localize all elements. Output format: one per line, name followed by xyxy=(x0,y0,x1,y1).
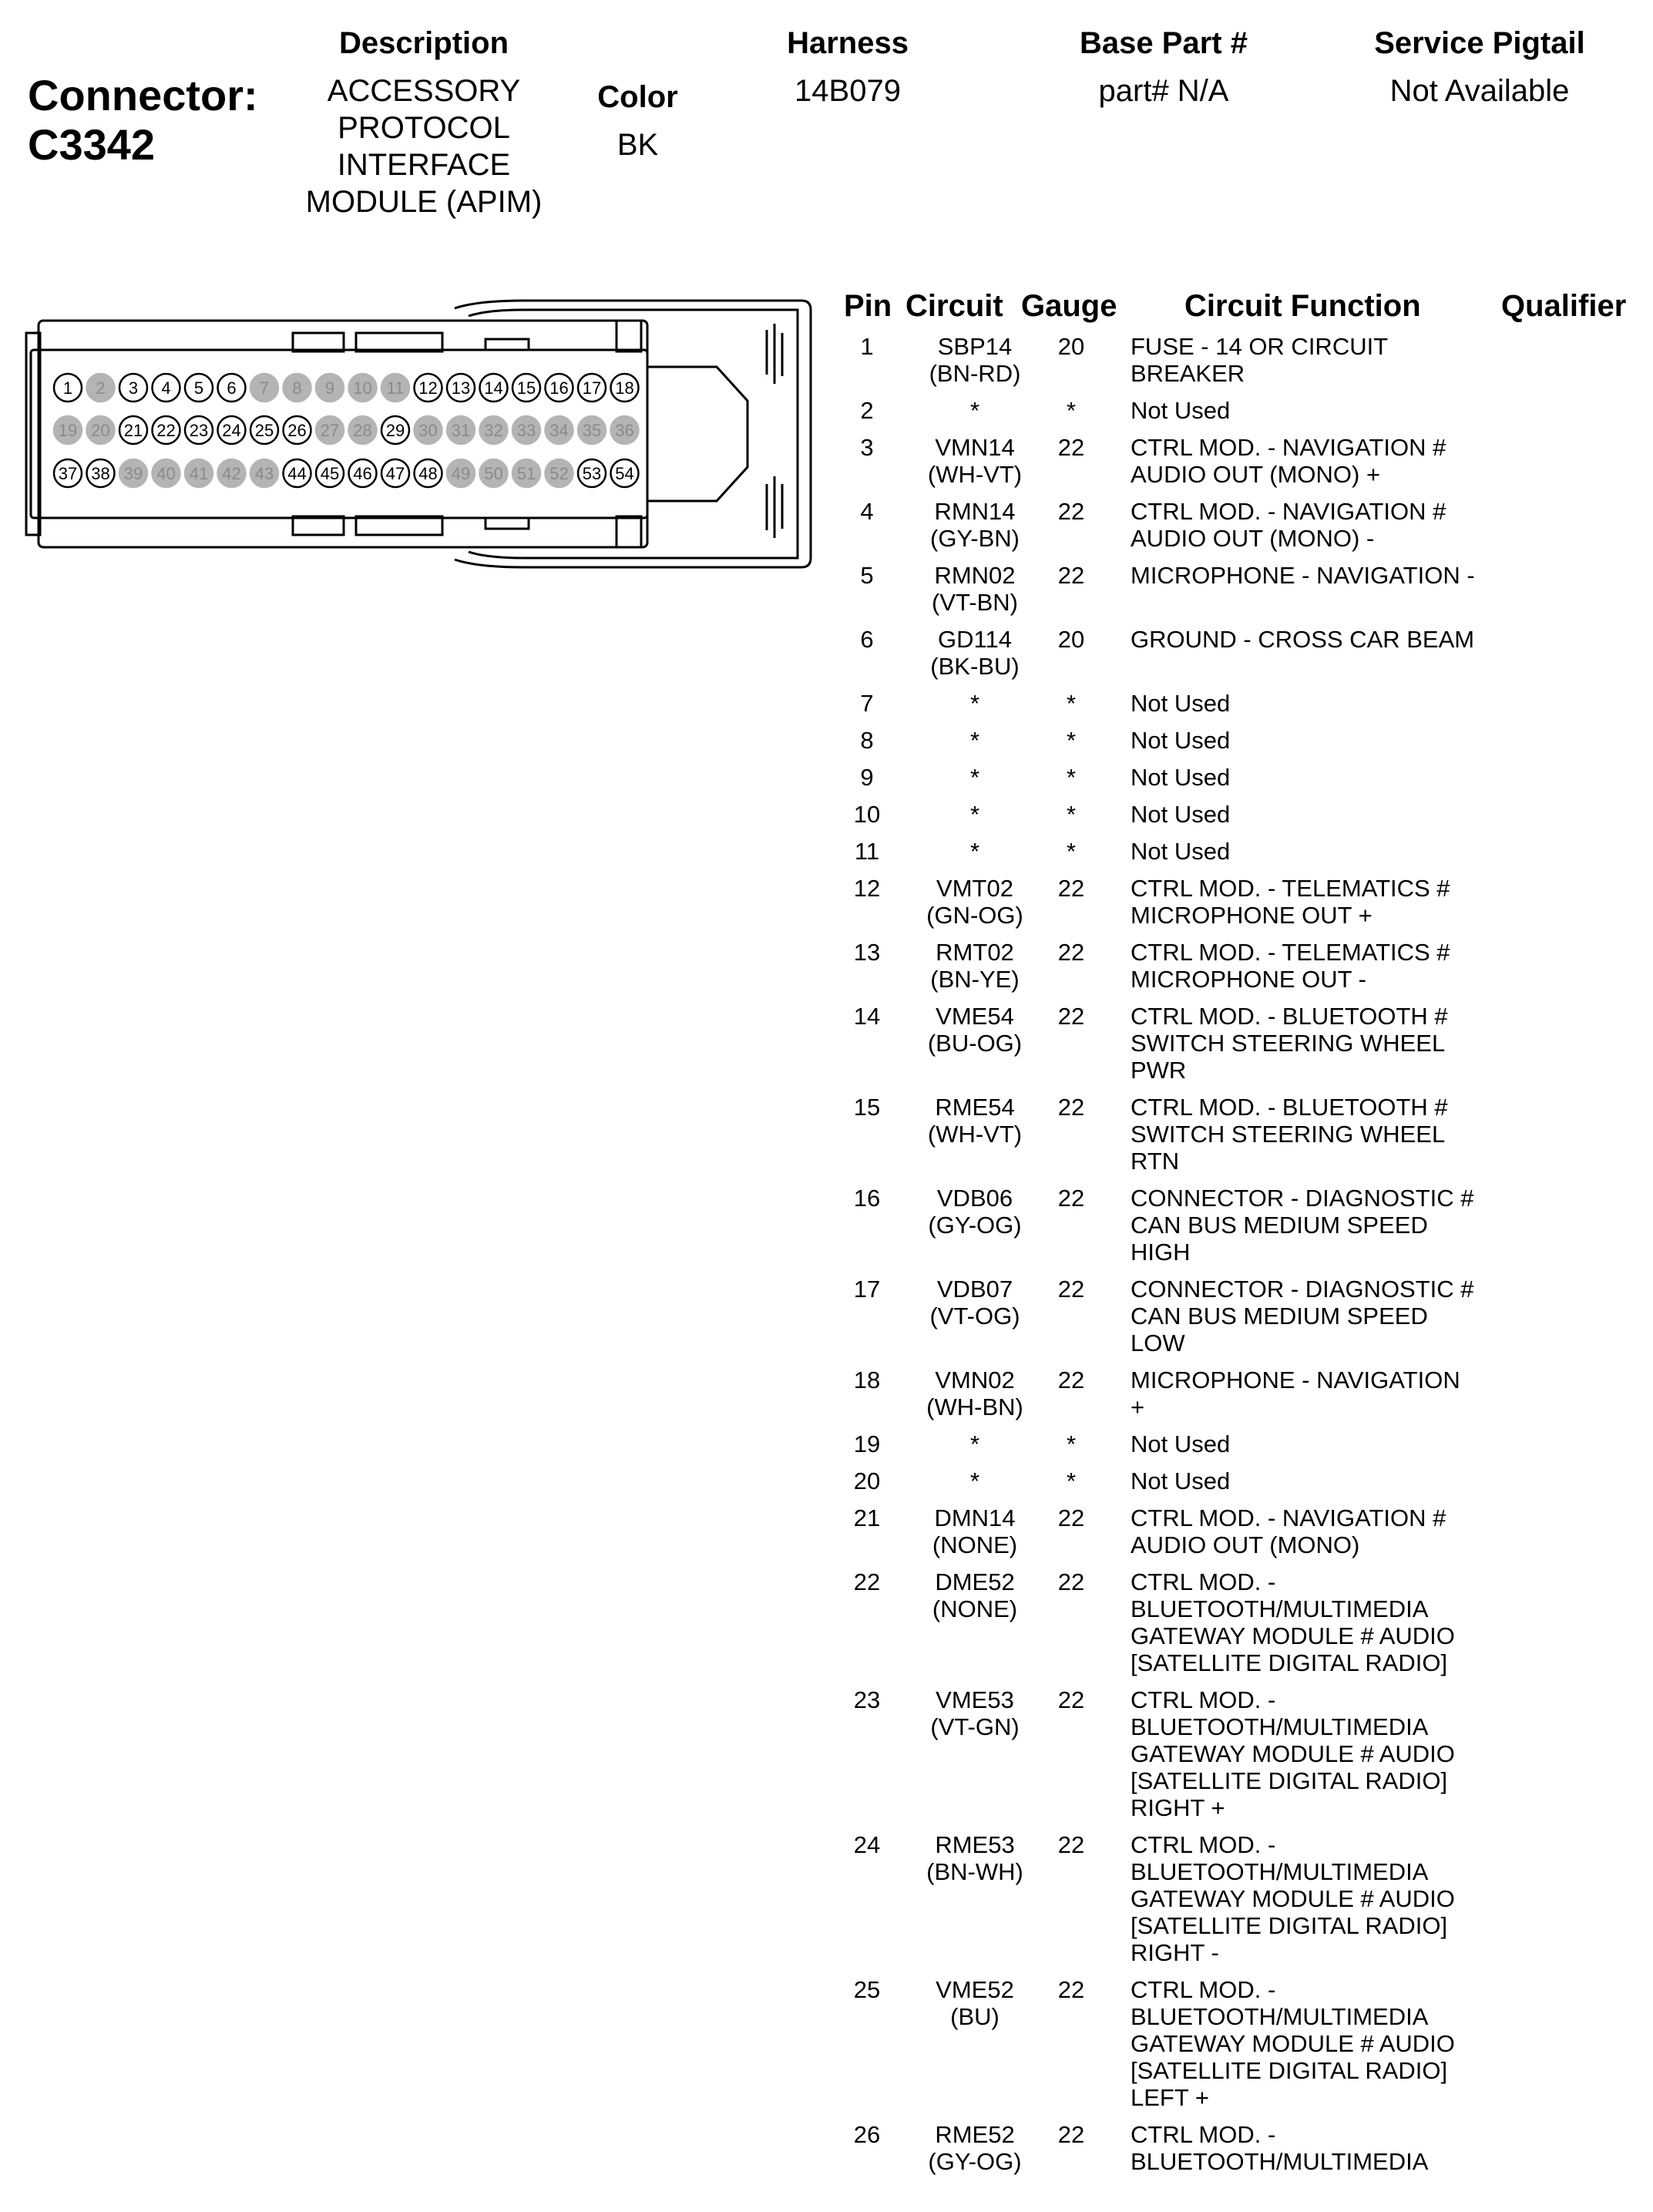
table-row xyxy=(836,562,1653,626)
function-cell: CTRL MOD. - BLUETOOTH/MULTIMEDIA GATEWAY MODULE # AUDIO [SATELLITE DIGITAL RADIO] xyxy=(1131,1568,1455,1676)
table-row xyxy=(836,397,1653,434)
header-circuit-function: Circuit Function xyxy=(1184,289,1421,323)
pin-number: 2 xyxy=(96,378,106,398)
circuit-cell: VME54 (BU-OG) xyxy=(927,1003,1023,1057)
circuit-cell: DMN14 (NONE) xyxy=(932,1504,1018,1558)
function-cell: FUSE - 14 OR CIRCUIT BREAKER xyxy=(1131,333,1389,387)
gauge-cell: 22 xyxy=(1057,2121,1085,2148)
gauge-cell: * xyxy=(1066,1430,1077,1457)
table-row xyxy=(836,1686,1653,1831)
pin-cell: 16 xyxy=(853,1185,881,1212)
pin-number: 20 xyxy=(91,421,110,440)
table-row xyxy=(836,764,1653,801)
circuit-cell: * xyxy=(969,1467,980,1494)
pin-cell: 20 xyxy=(853,1467,881,1494)
function-cell: MICROPHONE - NAVIGATION - xyxy=(1131,562,1475,589)
pin-number: 29 xyxy=(385,421,405,440)
pin-cell: 26 xyxy=(853,2121,881,2148)
pin-number: 18 xyxy=(615,378,634,398)
circuit-cell: VME52 (BU) xyxy=(936,1976,1014,2030)
function-cell: Not Used xyxy=(1131,838,1231,865)
pin-number: 42 xyxy=(222,464,241,483)
pin-number: 21 xyxy=(123,421,143,440)
table-row xyxy=(836,801,1653,838)
gauge-cell: 22 xyxy=(1057,1276,1085,1303)
function-cell: GROUND - CROSS CAR BEAM xyxy=(1131,626,1475,653)
pin-table xyxy=(836,289,1653,2185)
gauge-cell: 22 xyxy=(1057,562,1085,589)
function-cell: Not Used xyxy=(1131,727,1231,754)
description-value: ACCESSORY PROTOCOL INTERFACE MODULE (APIM) xyxy=(305,74,543,219)
function-cell: Not Used xyxy=(1131,764,1231,791)
pin-number: 3 xyxy=(128,378,139,398)
pin-cell: 15 xyxy=(853,1094,881,1121)
pin-number: 25 xyxy=(254,421,274,440)
function-cell: CTRL MOD. - BLUETOOTH/MULTIMEDIA GATEWAY MODULE # AUDIO [SATELLITE DIGITAL RADIO] RIGHT - xyxy=(1131,1831,1455,1966)
pin-cell: 21 xyxy=(853,1504,881,1531)
circuit-cell: * xyxy=(969,1430,980,1457)
pin-number: 22 xyxy=(156,421,176,440)
pin-cell: 3 xyxy=(860,434,874,461)
harness-label: Harness xyxy=(787,26,909,60)
gauge-cell: 22 xyxy=(1057,1367,1085,1393)
table-row xyxy=(836,838,1653,875)
gauge-cell: 22 xyxy=(1057,1568,1085,1595)
pin-number: 45 xyxy=(320,464,340,483)
pin-cell: 11 xyxy=(854,838,880,865)
circuit-cell: VMN02 (WH-BN) xyxy=(926,1367,1023,1420)
circuit-cell: RME52 (GY-OG) xyxy=(928,2121,1022,2175)
circuit-cell: VMN14 (WH-VT) xyxy=(927,434,1023,488)
gauge-cell: 22 xyxy=(1057,1976,1085,2003)
gauge-cell: * xyxy=(1066,838,1077,865)
pin-cell: 22 xyxy=(853,1568,881,1595)
table-body xyxy=(836,333,1653,2185)
circuit-cell: * xyxy=(969,838,980,865)
gauge-cell: 20 xyxy=(1057,626,1085,653)
pin-number: 10 xyxy=(353,378,372,398)
gauge-cell: * xyxy=(1066,690,1077,717)
pin-number: 34 xyxy=(549,421,569,440)
pin-number: 23 xyxy=(189,421,209,440)
pin-number: 40 xyxy=(156,464,176,483)
gauge-cell: 22 xyxy=(1057,1185,1085,1212)
gauge-cell: 22 xyxy=(1057,1686,1085,1713)
function-cell: Not Used xyxy=(1131,690,1231,717)
gauge-cell: 22 xyxy=(1057,1504,1085,1531)
function-cell: CTRL MOD. - NAVIGATION # AUDIO OUT (MONO) - xyxy=(1131,498,1446,552)
service-pigtail-label: Service Pigtail xyxy=(1374,26,1585,60)
pin-number: 48 xyxy=(418,464,438,483)
harness-value: 14B079 xyxy=(795,74,901,108)
table-row xyxy=(836,1831,1653,1976)
table-row xyxy=(836,1185,1653,1276)
pin-number: 15 xyxy=(516,378,536,398)
circuit-cell: VDB06 (GY-OG) xyxy=(928,1185,1022,1239)
circuit-cell: SBP14 (BN-RD) xyxy=(929,333,1021,387)
pin-number: 26 xyxy=(287,421,307,440)
function-cell: CTRL MOD. - BLUETOOTH # SWITCH STEERING WHEEL PWR xyxy=(1131,1003,1448,1084)
pin-number: 35 xyxy=(582,421,602,440)
function-cell: Not Used xyxy=(1131,1430,1231,1457)
table-row xyxy=(836,333,1653,397)
function-cell: CONNECTOR - DIAGNOSTIC # CAN BUS MEDIUM SPEED HIGH xyxy=(1131,1185,1474,1266)
pin-number: 44 xyxy=(287,464,307,483)
pin-number: 52 xyxy=(549,464,569,483)
pin-cell: 18 xyxy=(853,1367,881,1393)
circuit-cell: RME54 (WH-VT) xyxy=(927,1094,1023,1148)
gauge-cell: * xyxy=(1066,397,1077,424)
pin-cell: 5 xyxy=(860,562,874,589)
pin-number: 27 xyxy=(320,421,340,440)
function-cell: CTRL MOD. - NAVIGATION # AUDIO OUT (MONO) + xyxy=(1131,434,1446,488)
connector-label: Connector: xyxy=(28,71,258,119)
pin-cell: 24 xyxy=(853,1831,881,1858)
table-row xyxy=(836,498,1653,562)
base-part-label: Base Part # xyxy=(1080,26,1248,60)
table-header-row xyxy=(836,289,1653,333)
pin-number: 49 xyxy=(451,464,471,483)
pin-number: 28 xyxy=(353,421,372,440)
gauge-cell: 22 xyxy=(1057,434,1085,461)
pin-cell: 4 xyxy=(860,498,874,525)
table-row xyxy=(836,1094,1653,1185)
pin-cell: 7 xyxy=(860,690,874,717)
header-qualifier: Qualifier xyxy=(1501,289,1627,323)
table-row xyxy=(836,434,1653,498)
table-row xyxy=(836,727,1653,764)
service-pigtail-value: Not Available xyxy=(1389,74,1570,108)
color-value: BK xyxy=(617,128,659,162)
pin-number: 9 xyxy=(324,378,335,398)
circuit-cell: GD114 (BK-BU) xyxy=(930,626,1020,680)
gauge-cell: 20 xyxy=(1057,333,1085,360)
function-cell: CTRL MOD. - BLUETOOTH/MULTIMEDIA GATEWAY MODULE # AUDIO [SATELLITE DIGITAL RADIO] LEFT + xyxy=(1131,1976,1455,2111)
circuit-cell: * xyxy=(969,727,980,754)
pin-number: 14 xyxy=(484,378,503,398)
pin-number: 33 xyxy=(516,421,536,440)
pin-number: 47 xyxy=(385,464,405,483)
pin-cell: 9 xyxy=(860,764,874,791)
function-cell: Not Used xyxy=(1131,397,1231,424)
pin-number: 11 xyxy=(386,378,405,398)
function-cell: CTRL MOD. - BLUETOOTH/MULTIMEDIA GATEWAY MODULE # AUDIO [SATELLITE DIGITAL RADIO] RIGHT + xyxy=(1131,1686,1455,1821)
pin-number: 17 xyxy=(582,378,602,398)
table-row xyxy=(836,939,1653,1003)
table-row xyxy=(836,1430,1653,1467)
color-label: Color xyxy=(597,80,678,114)
pin-number: 5 xyxy=(193,378,204,398)
circuit-cell: DME52 (NONE) xyxy=(932,1568,1018,1622)
pin-cell: 2 xyxy=(860,397,874,424)
pin-cavities xyxy=(54,374,639,487)
pin-number: 46 xyxy=(353,464,372,483)
table-row xyxy=(836,1467,1653,1504)
circuit-cell: VMT02 (GN-OG) xyxy=(926,875,1023,929)
pin-number: 16 xyxy=(549,378,569,398)
table-row xyxy=(836,1504,1653,1568)
pin-number: 54 xyxy=(615,464,634,483)
pin-number: 32 xyxy=(484,421,503,440)
circuit-cell: VME53 (VT-GN) xyxy=(930,1686,1020,1740)
circuit-cell: * xyxy=(969,397,980,424)
circuit-cell: * xyxy=(969,690,980,717)
function-cell: CTRL MOD. - BLUETOOTH/MULTIMEDIA xyxy=(1131,2121,1429,2175)
function-cell: CTRL MOD. - NAVIGATION # AUDIO OUT (MONO) xyxy=(1131,1504,1446,1558)
header-circuit: Circuit xyxy=(905,289,1003,323)
pin-cell: 12 xyxy=(853,875,881,902)
table-row xyxy=(836,875,1653,939)
description-label: Description xyxy=(338,26,509,60)
gauge-cell: 22 xyxy=(1057,1094,1085,1121)
table-row xyxy=(836,1003,1653,1094)
pin-number: 19 xyxy=(58,421,78,440)
gauge-cell: 22 xyxy=(1057,875,1085,902)
table-row xyxy=(836,2121,1653,2185)
pin-number: 53 xyxy=(582,464,602,483)
function-cell: CONNECTOR - DIAGNOSTIC # CAN BUS MEDIUM SPEED LOW xyxy=(1131,1276,1474,1356)
pin-number: 50 xyxy=(484,464,503,483)
circuit-cell: * xyxy=(969,764,980,791)
pin-cell: 1 xyxy=(860,333,874,360)
pin-number: 13 xyxy=(451,378,471,398)
connector-heading xyxy=(28,71,258,170)
connector-face-diagram xyxy=(23,299,817,569)
gauge-cell: 22 xyxy=(1057,498,1085,525)
circuit-cell: * xyxy=(969,801,980,828)
gauge-cell: 22 xyxy=(1057,939,1085,966)
connector-id: C3342 xyxy=(28,120,156,169)
pin-cell: 10 xyxy=(853,801,881,828)
table-row xyxy=(836,626,1653,690)
gauge-cell: * xyxy=(1066,801,1077,828)
pin-number: 1 xyxy=(62,378,73,398)
pin-number: 43 xyxy=(254,464,274,483)
pin-cell: 6 xyxy=(860,626,874,653)
pin-cell: 8 xyxy=(860,727,874,754)
circuit-cell: RMT02 (BN-YE) xyxy=(930,939,1020,993)
table-row xyxy=(836,1568,1653,1686)
pin-number: 39 xyxy=(123,464,143,483)
circuit-cell: RME53 (BN-WH) xyxy=(926,1831,1023,1885)
header-gauge: Gauge xyxy=(1021,289,1117,323)
pin-number: 8 xyxy=(292,378,302,398)
gauge-cell: 22 xyxy=(1057,1003,1085,1030)
pin-cell: 13 xyxy=(853,939,881,966)
function-cell: MICROPHONE - NAVIGATION + xyxy=(1131,1367,1460,1420)
pin-number: 30 xyxy=(418,421,438,440)
pin-number: 38 xyxy=(91,464,110,483)
table-row xyxy=(836,1976,1653,2121)
pin-cell: 17 xyxy=(853,1276,881,1303)
pin-number: 51 xyxy=(516,464,536,483)
gauge-cell: * xyxy=(1066,764,1077,791)
base-part-value: part# N/A xyxy=(1098,74,1229,108)
function-cell: Not Used xyxy=(1131,1467,1231,1494)
circuit-cell: VDB07 (VT-OG) xyxy=(929,1276,1020,1330)
pin-cell: 23 xyxy=(853,1686,881,1713)
gauge-cell: * xyxy=(1066,1467,1077,1494)
table-row xyxy=(836,1276,1653,1367)
pin-number: 12 xyxy=(418,378,438,398)
pin-cell: 14 xyxy=(853,1003,881,1030)
pin-cell: 25 xyxy=(853,1976,881,2003)
pin-number: 31 xyxy=(451,421,471,440)
pin-number: 24 xyxy=(222,421,241,440)
function-cell: Not Used xyxy=(1131,801,1231,828)
pin-number: 36 xyxy=(615,421,634,440)
circuit-cell: RMN14 (GY-BN) xyxy=(930,498,1020,552)
function-cell: CTRL MOD. - TELEMATICS # MICROPHONE OUT - xyxy=(1131,939,1450,993)
function-cell: CTRL MOD. - TELEMATICS # MICROPHONE OUT + xyxy=(1131,875,1450,929)
pin-number: 7 xyxy=(259,378,270,398)
circuit-cell: RMN02 (VT-BN) xyxy=(932,562,1018,616)
function-cell: CTRL MOD. - BLUETOOTH # SWITCH STEERING WHEEL RTN xyxy=(1131,1094,1448,1175)
pin-number: 37 xyxy=(58,464,78,483)
table-row xyxy=(836,1367,1653,1430)
pin-number: 6 xyxy=(227,378,237,398)
pin-cell: 19 xyxy=(853,1430,881,1457)
gauge-cell: * xyxy=(1066,727,1077,754)
pin-number: 4 xyxy=(161,378,171,398)
table-row xyxy=(836,690,1653,727)
gauge-cell: 22 xyxy=(1057,1831,1085,1858)
header-pin: Pin xyxy=(844,289,892,323)
pin-number: 41 xyxy=(189,464,209,483)
